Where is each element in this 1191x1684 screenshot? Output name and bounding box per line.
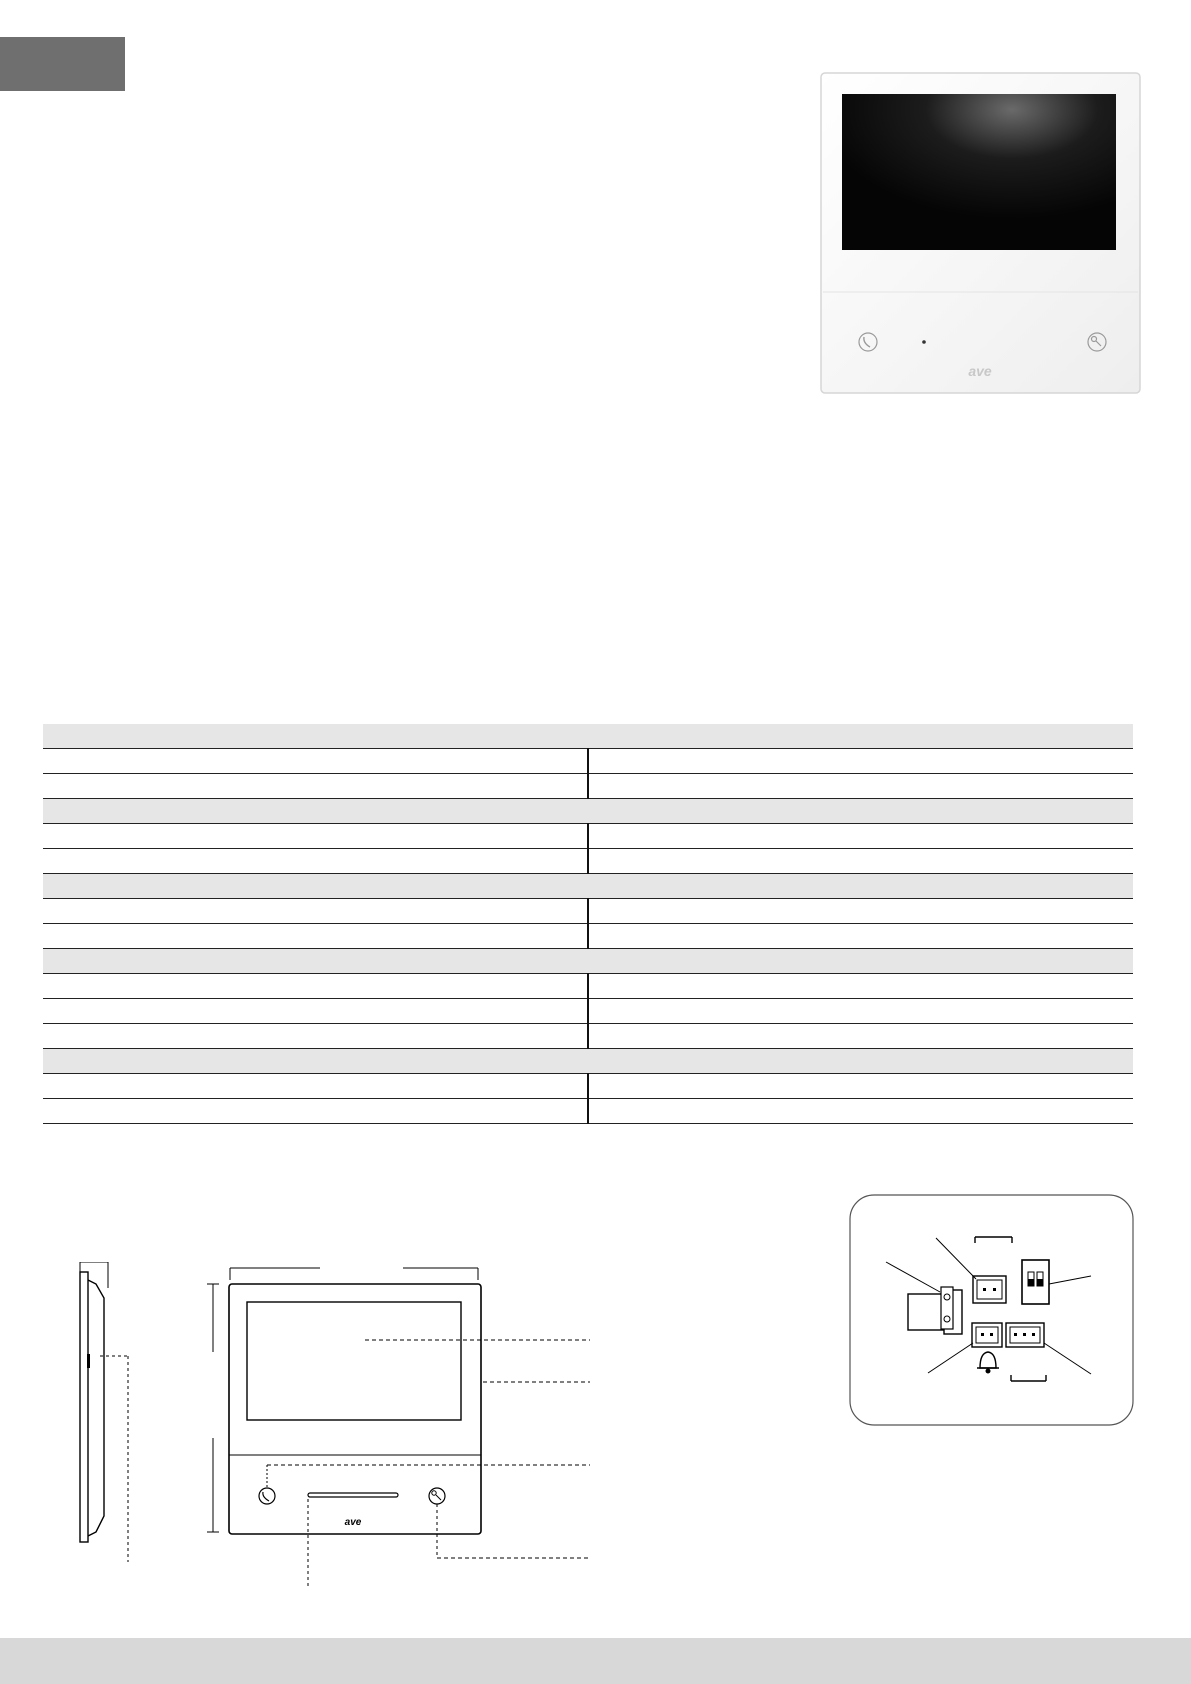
spec-value: [588, 999, 1133, 1024]
spec-label: [43, 924, 588, 949]
spec-section-title: [43, 799, 1133, 824]
spec-value: [588, 1074, 1133, 1099]
brand-logo: ave: [968, 363, 992, 379]
spec-value: [588, 974, 1133, 999]
spec-label: [43, 899, 588, 924]
spec-row: [43, 1099, 1133, 1124]
product-screen: [842, 94, 1116, 250]
spec-row: [43, 974, 1133, 999]
spec-value: [588, 774, 1133, 799]
spec-table: [43, 724, 1133, 1124]
connection-diagram: [848, 1193, 1135, 1428]
spec-label: [43, 999, 588, 1024]
spec-row: [43, 1024, 1133, 1049]
section-tab: [0, 37, 125, 91]
spec-section-row: [43, 949, 1133, 974]
screen-outline: [247, 1302, 461, 1420]
spec-section-title: [43, 724, 1133, 749]
status-led: [922, 340, 926, 344]
handset-button-icon: [259, 1488, 275, 1504]
spec-row: [43, 749, 1133, 774]
spec-row: [43, 774, 1133, 799]
spec-label: [43, 749, 588, 774]
side-view-drawing: [70, 1262, 140, 1562]
spec-row: [43, 924, 1133, 949]
spec-label: [43, 774, 588, 799]
spec-value: [588, 824, 1133, 849]
spec-row: [43, 824, 1133, 849]
spec-section-title: [43, 949, 1133, 974]
led-strip: [308, 1493, 398, 1497]
spec-label: [43, 849, 588, 874]
drawing-brand-logo: ave: [344, 1517, 362, 1528]
spec-section-title: [43, 874, 1133, 899]
spec-label: [43, 1099, 588, 1124]
spec-value: [588, 749, 1133, 774]
spec-value: [588, 924, 1133, 949]
spec-value: [588, 1099, 1133, 1124]
spec-section-row: [43, 799, 1133, 824]
product-photo: [820, 72, 1141, 394]
footer-band: [0, 1638, 1191, 1684]
key-button-icon: [429, 1488, 445, 1504]
dip-switch-icon: [1022, 1260, 1049, 1304]
terminal-block-icon: [908, 1287, 962, 1334]
spec-row: [43, 899, 1133, 924]
spec-value: [588, 849, 1133, 874]
connector-3pin-icon: [1006, 1323, 1044, 1347]
spec-label: [43, 974, 588, 999]
spec-section-row: [43, 874, 1133, 899]
spec-row: [43, 999, 1133, 1024]
spec-section-row: [43, 724, 1133, 749]
spec-label: [43, 1074, 588, 1099]
spec-label: [43, 824, 588, 849]
spec-value: [588, 899, 1133, 924]
front-view-drawing: [205, 1262, 605, 1587]
spec-label: [43, 1024, 588, 1049]
spec-value: [588, 1024, 1133, 1049]
bell-icon: [977, 1352, 999, 1374]
connector-2pin-icon: [972, 1323, 1002, 1347]
spec-section-row: [43, 1049, 1133, 1074]
spec-row: [43, 1074, 1133, 1099]
connector-icon: [973, 1276, 1006, 1303]
spec-row: [43, 849, 1133, 874]
spec-section-title: [43, 1049, 1133, 1074]
